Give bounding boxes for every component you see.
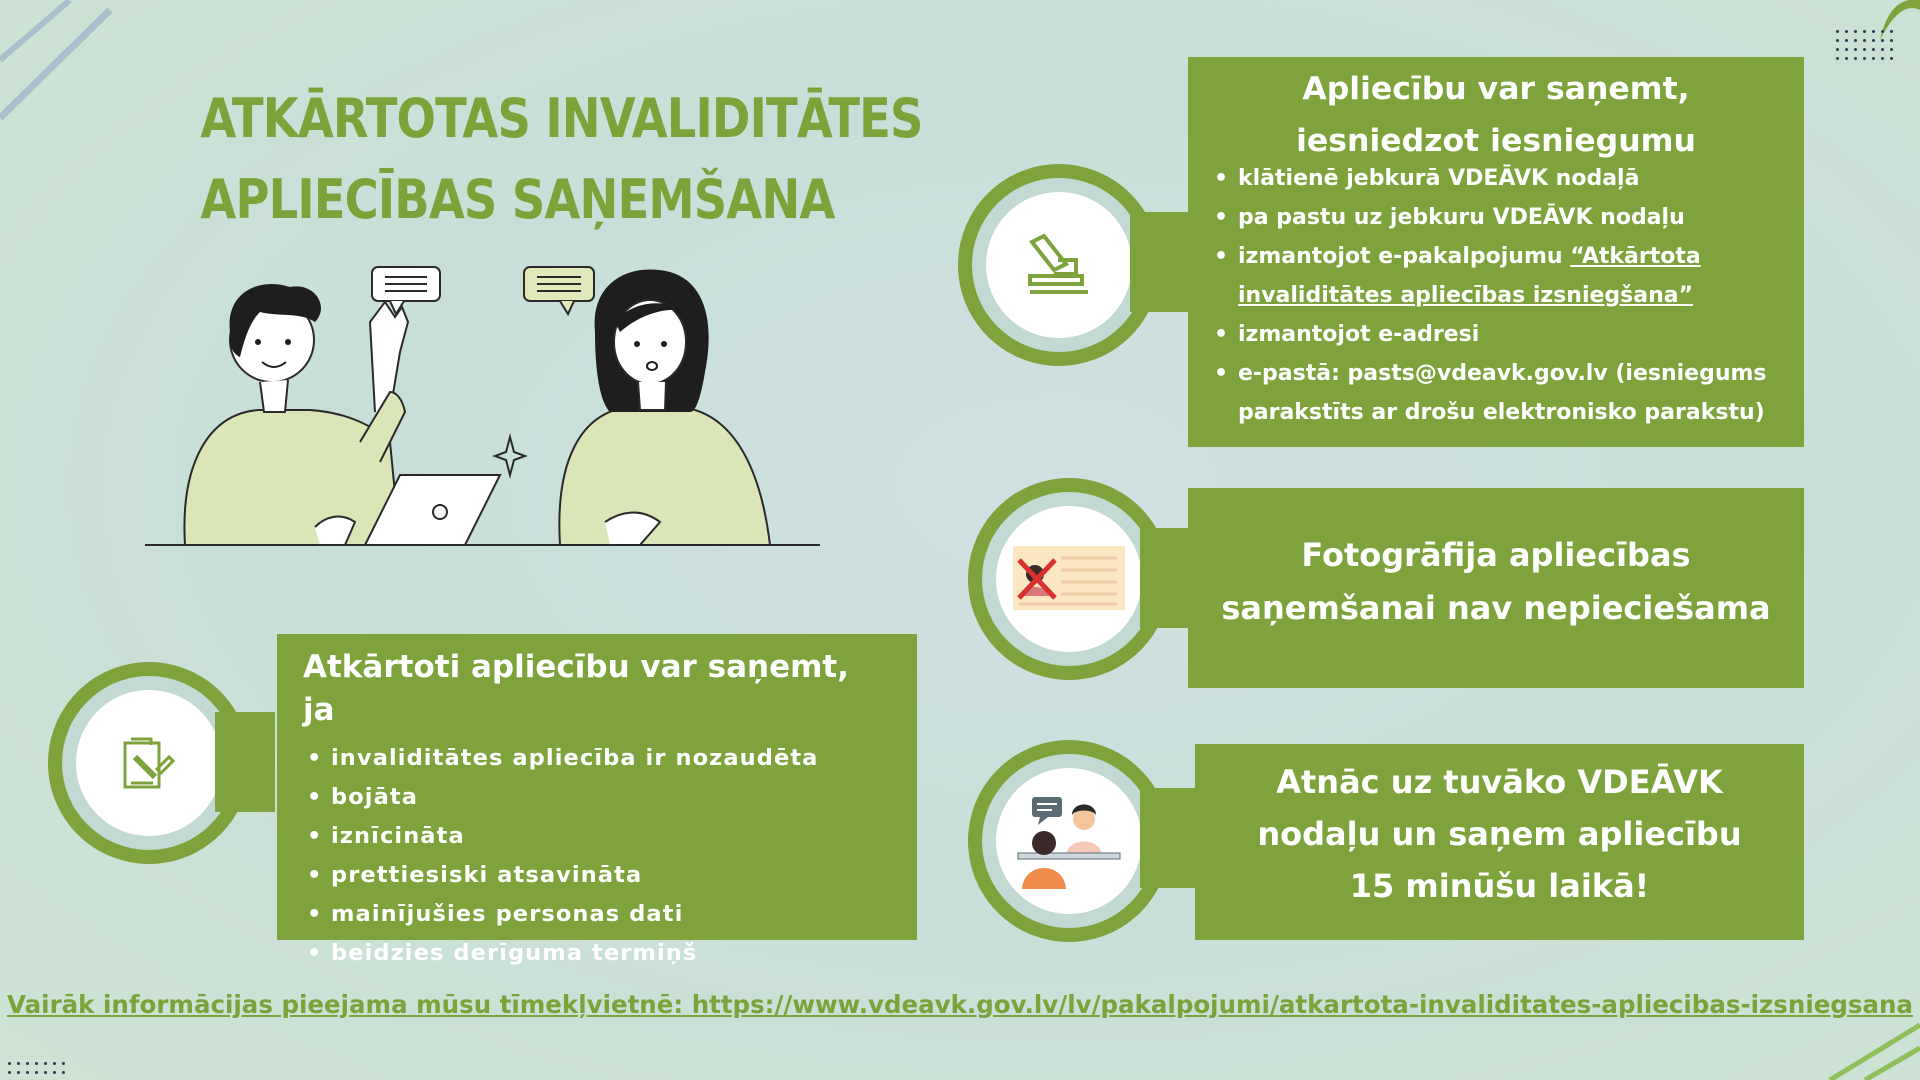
list-item: • mainījušies personas dati <box>303 895 891 934</box>
list-item: • bojāta <box>303 778 891 817</box>
speech-bubble-icon <box>524 267 594 314</box>
visit-connector <box>1140 788 1200 888</box>
photo-text: Fotogrāfija apliecības saņemšanai nav nepieciešama <box>1221 536 1771 627</box>
list-item: • beidzies derīguma termiņš <box>303 934 891 973</box>
conditions-panel <box>277 634 917 966</box>
dot-pattern-top-right <box>1836 30 1893 60</box>
list-item: • e-pastā: pasts@vdeavk.gov.lv (iesniegums parakstīts ar drošu elektronisko parakstu) <box>1210 354 1782 432</box>
conditions-list <box>303 739 891 973</box>
photo-not-needed-icon <box>1011 544 1127 614</box>
conversation-illustration <box>140 262 830 552</box>
photo-panel <box>1188 488 1804 688</box>
visit-panel <box>1195 744 1804 940</box>
visit-text: Atnāc uz tuvāko VDEĀVK nodaļu un saņem apliecību 15 minūšu laikā! <box>1257 763 1742 905</box>
list-item: • pa pastu uz jebkuru VDEĀVK nodaļu <box>1210 198 1782 237</box>
corner-decoration-top-left <box>0 0 130 130</box>
conditions-connector <box>215 712 275 812</box>
page-title <box>200 78 923 240</box>
list-item <box>1210 237 1782 315</box>
hand-writing-icon <box>1024 230 1094 300</box>
submit-heading: Apliecību var saņemt, iesniedzot iesniegumu <box>1296 71 1696 159</box>
page-title-line-2: APLIECĪBAS SAŅEMŠANA <box>200 168 835 231</box>
list-item: • iznīcināta <box>303 817 891 856</box>
page-title-line-1: ATKĀRTOTAS INVALIDITĀTES <box>200 87 923 150</box>
list-item: • klātienē jebkurā VDEĀVK nodaļā <box>1210 159 1782 198</box>
corner-decoration-bottom-right <box>1820 1020 1920 1080</box>
document-pen-icon <box>117 731 181 795</box>
website-link[interactable]: Vairāk informācijas pieejama mūsu tīmekļvietnē: https://www.vdeavk.gov.lv/lv/pakalpojumi/atkartota-invaliditates-apliecibas-izsniegsana <box>7 990 1913 1019</box>
submit-connector <box>1130 212 1190 312</box>
eservice-link[interactable]: “Atkārtota invaliditātes apliecības izsniegšana” <box>1238 244 1701 308</box>
submit-list <box>1210 159 1782 432</box>
dot-pattern-bottom-left <box>8 1062 65 1074</box>
submit-panel <box>1188 57 1804 447</box>
eservice-prefix: izmantojot e-pakalpojumu <box>1238 244 1571 269</box>
list-item: • invaliditātes apliecība ir nozaudēta <box>303 739 891 778</box>
list-item: • prettiesiski atsavināta <box>303 856 891 895</box>
consultation-icon <box>1014 791 1124 891</box>
conditions-heading: Atkārtoti apliecību var saņemt, ja <box>303 649 849 729</box>
list-item: • izmantojot e-adresi <box>1210 315 1782 354</box>
